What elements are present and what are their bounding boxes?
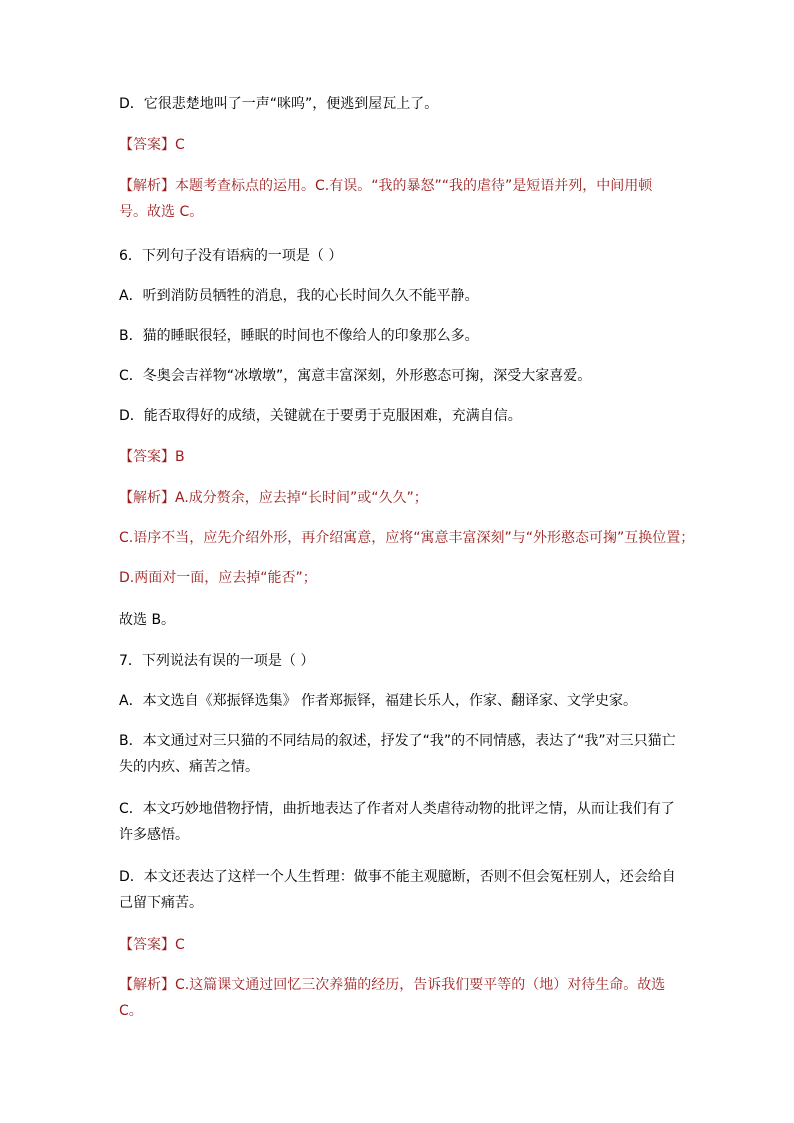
q5-answer: 【答案】C (119, 137, 185, 153)
q7-answer: 【答案】C (119, 937, 185, 953)
q7-analysis (119, 972, 679, 1024)
q6-analysis-a-text: A.成分赘余，应去掉“长时间”或“久久”； (175, 490, 428, 506)
q5-analysis-text: 本题考查标点的运用。C.有误。“我的暴怒”“我的虐待”是短语并列，中间用顿号。故选 C。 (119, 178, 653, 220)
q6-option-a: A．听到消防员牺牲的消息，我的心长时间久久不能平静。 (119, 288, 479, 304)
q7-option-b: B．本文通过对三只猫的不同结局的叙述，抒发了“我”的不同情感，表达了“我”对三只猫亡失的内疚、痛苦之情。 (119, 733, 676, 775)
q6-option-d: D．能否取得好的成绩，关键就在于要勇于克服困难，充满自信。 (119, 408, 522, 424)
q7-option-a: A．本文选自《郑振铎选集》 作者郑振铎，福建长乐人，作家、翻译家、文学史家。 (119, 693, 638, 709)
q6-analysis-d: D.两面对一面，应去掉“能否”； (119, 570, 317, 586)
q6-answer: 【答案】B (119, 449, 185, 465)
q6-analysis-tag: 【解析】 (119, 490, 175, 506)
q6-question: 6．下列句子没有语病的一项是（ ） (119, 248, 343, 264)
q7-analysis-text: C.这篇课文通过回忆三次养猫的经历，告诉我们要平等的（地）对待生命。故选 C。 (119, 977, 666, 1019)
q7-question: 7．下列说法有误的一项是（ ） (119, 653, 315, 669)
q5-analysis-tag: 【解析】 (119, 178, 175, 194)
q5-option-d: D．它很悲楚地叫了一声“咪呜”，便逃到屋瓦上了。 (119, 96, 439, 112)
q6-analysis-a (119, 488, 679, 508)
q6-conclusion: 故选 B。 (119, 612, 176, 628)
q7-option-c: C．本文巧妙地借物抒情，曲折地表达了作者对人类虐待动物的批评之情，从而让我们有了许多感悟。 (119, 801, 675, 843)
q6-analysis-c: C.语序不当，应先介绍外形，再介绍寓意，应将“寓意丰富深刻”与“外形憨态可掬”互换位置； (119, 530, 695, 546)
q5-analysis (119, 173, 679, 225)
q6-option-c: C．冬奥会吉祥物“冰墩墩”，寓意丰富深刻，外形憨态可掬，深受大家喜爱。 (119, 368, 592, 384)
q7-analysis-tag: 【解析】 (119, 977, 175, 993)
q6-option-b: B．猫的睡眠很轻，睡眠的时间也不像给人的印象那么多。 (119, 328, 479, 344)
q7-option-d: D．本文还表达了这样一个人生哲理：做事不能主观臆断，否则不但会冤枉别人，还会给自己留下痛苦。 (119, 869, 676, 911)
